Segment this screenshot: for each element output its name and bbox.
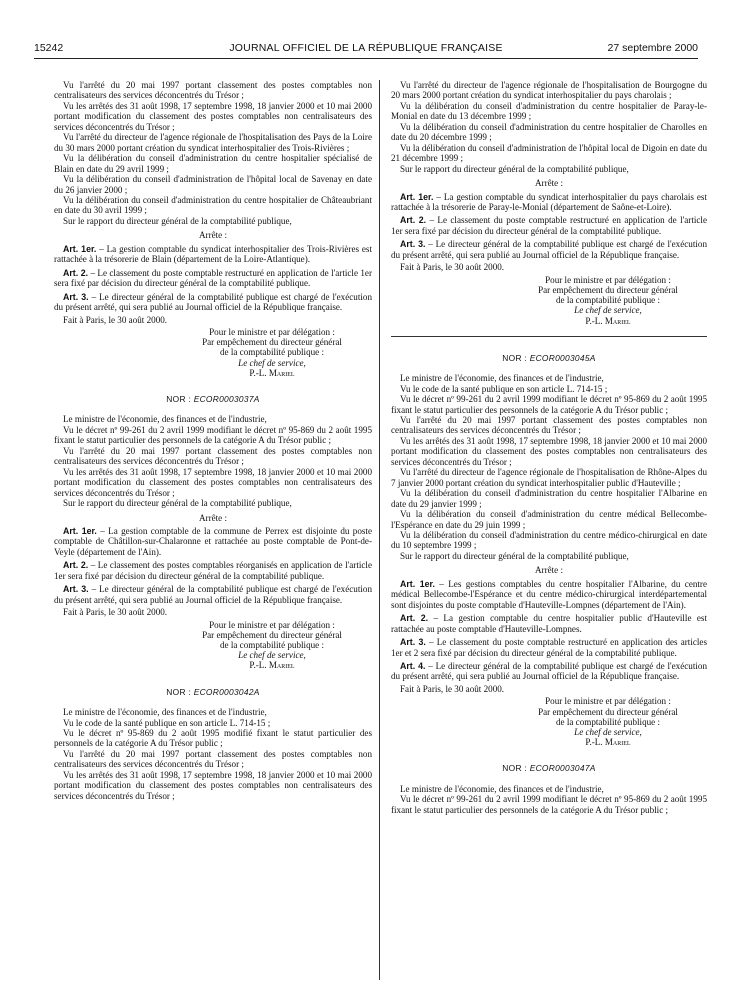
visa-paragraph: Sur le rapport du directeur général de la comptabilité publique, bbox=[63, 215, 292, 226]
article-paragraph bbox=[391, 613, 707, 634]
signature-line: Le chef de service, bbox=[238, 650, 306, 661]
signature-line: P.-L. Mariel bbox=[585, 315, 631, 326]
arrete-heading: Arrête : bbox=[534, 565, 564, 576]
nor-code: ECOR0003047A bbox=[529, 763, 596, 774]
right-column bbox=[391, 80, 707, 980]
visa-paragraph: Vu les arrêtés des 31 août 1998, 17 septembre 1998, 18 janvier 2000 et 10 mai 2000 portant modification du classement des postes comptables non centralisateurs des services déconcentrés du Trésor ; bbox=[54, 466, 372, 498]
article-paragraph bbox=[391, 192, 707, 213]
nor-code: ECOR0003045A bbox=[529, 352, 596, 363]
nor-prefix: NOR : bbox=[502, 352, 530, 363]
arrete-heading: Arrête : bbox=[198, 512, 228, 523]
arrete-heading: Arrête : bbox=[534, 178, 564, 189]
nor-reference bbox=[54, 394, 372, 404]
visa-paragraph: Vu le code de la santé publique en son article L. 714-15 ; bbox=[400, 383, 608, 394]
signature-line: de la comptabilité publique : bbox=[219, 640, 325, 650]
visa-paragraph: Vu les arrêtés des 31 août 1998, 17 septembre 1998, 18 janvier 2000 et 10 mai 2000 portant modification du classement des postes comptables non centralisateurs des services déconcentrés du Trésor ; bbox=[54, 769, 372, 801]
visa-paragraph: Vu la délibération du conseil d'administration de l'hôpital local de Savenay en date du 26 janvier 2000 ; bbox=[54, 174, 372, 195]
visa-paragraph: Vu la délibération du conseil d'administration du centre hospitalier l'Albarine en date du 29 janvier 1999 ; bbox=[391, 488, 707, 509]
visa-paragraph: Vu la délibération du conseil d'administration du centre hospitalier spécialisé de Blain en date du 29 avril 1999 ; bbox=[54, 153, 372, 174]
signing-place-date: Fait à Paris, le 30 août 2000. bbox=[63, 314, 168, 325]
left-column bbox=[54, 80, 372, 980]
article-paragraph bbox=[391, 239, 707, 260]
visa-paragraph: Vu le décret nº 95-869 du 2 août 1995 modifié fixant le statut particulier des personnels de la catégorie A du Trésor public ; bbox=[54, 727, 372, 749]
signature-block bbox=[391, 275, 707, 326]
nor-reference bbox=[391, 763, 707, 773]
article-label: Art. 1er. bbox=[63, 525, 97, 536]
decree-block bbox=[391, 80, 707, 326]
article-text: – La gestion comptable du syndicat interhospitalier du pays charolais est rattachée à la trésorerie de Paray-le-Monial (département de Saône-et-Loire). bbox=[391, 191, 707, 212]
visa-paragraph: Vu l'arrêté du 20 mai 1997 portant classement des postes comptables non centralisateurs des services déconcentrés du Trésor ; bbox=[54, 748, 372, 770]
visa-paragraph: Vu la délibération du conseil d'administration du centre hospitalier de Paray-le-Monial en date du 13 décembre 1999 ; bbox=[391, 100, 707, 122]
visa-paragraph: Vu la délibération du conseil d'administration du centre médico-chirurgical en date du 10 septembre 1999 ; bbox=[391, 529, 707, 551]
visa-paragraph: Vu la délibération du conseil d'administration du centre hospitalier de Châteaubriant en date du 30 avril 1999 ; bbox=[54, 194, 372, 216]
signature-line: Par empêchement du directeur général bbox=[202, 629, 342, 640]
article-text: – Le directeur général de la comptabilité publique est chargé de l'exécution du présent arrêté, qui sera publié au Journal officiel de la République française. bbox=[391, 239, 707, 260]
visa-paragraph: Vu la délibération du conseil d'administration du centre hospitalier de Charolles en date du 20 décembre 1999 ; bbox=[391, 121, 707, 143]
visa-paragraph: Vu les arrêtés des 31 août 1998, 17 septembre 1998, 18 janvier 2000 et 10 mai 2000 portant modification du classement des postes comptables non centralisateurs des services déconcentrés du Trésor ; bbox=[54, 100, 372, 132]
article-paragraph bbox=[54, 560, 372, 581]
nor-reference bbox=[391, 353, 707, 363]
article-text: – Le directeur général de la comptabilité publique est chargé de l'exécution du présent arrêté, qui sera publié au Journal officiel de la République française. bbox=[391, 660, 707, 682]
signature-line: Pour le ministre et par délégation : bbox=[209, 326, 335, 337]
article-label: Art. 3. bbox=[400, 637, 426, 648]
page-number: 15242 bbox=[34, 42, 64, 54]
article-paragraph bbox=[54, 584, 372, 605]
visa-paragraph: Vu l'arrêté du 20 mai 1997 portant classement des postes comptables non centralisateurs des services déconcentrés du Trésor ; bbox=[54, 445, 372, 467]
article-label: Art. 1er. bbox=[400, 578, 435, 589]
article-paragraph bbox=[391, 579, 707, 610]
article-label: Art. 2. bbox=[400, 613, 429, 624]
article-text: – Les gestions comptables du centre hospitalier l'Albarine, du centre médical Bellecombe-l'Espérance et du centre médico-chirurgical interdépartemental sont disjointes du poste comptable d'Hauteville-Lompnes (département de l'Ain). bbox=[391, 578, 707, 610]
article-label: Art. 1er. bbox=[400, 191, 434, 202]
article-label: Art. 3. bbox=[63, 291, 89, 302]
visa-paragraph: Sur le rapport du directeur général de la comptabilité publique, bbox=[63, 498, 292, 509]
article-text: – Le classement du poste comptable restructuré en application de l'article 1er sera fixé par décision du directeur général de la comptabilité publique. bbox=[391, 215, 707, 236]
article-text: – Le directeur général de la comptabilité publique est chargé de l'exécution du présent arrêté, qui sera publié au Journal officiel de la République française. bbox=[54, 584, 372, 605]
visa-paragraph: Sur le rapport du directeur général de la comptabilité publique, bbox=[400, 550, 629, 561]
article-text: – La gestion comptable de la commune de Perrex est disjointe du poste comptable de Châtillon-sur-Chalaronne et rattachée au poste comptable de Pont-de-Veyle (département de l'Ain). bbox=[54, 525, 372, 557]
signature-line: de la comptabilité publique : bbox=[555, 716, 661, 727]
article-label: Art. 2. bbox=[63, 267, 89, 278]
nor-prefix: NOR : bbox=[166, 393, 194, 404]
signature-line: P.-L. Mariel bbox=[249, 367, 295, 378]
article-label: Art. 2. bbox=[63, 560, 89, 571]
visa-paragraph: Vu le décret nº 99-261 du 2 avril 1999 modifiant le décret nº 95-869 du 2 août 1995 fixant le statut particulier des personnels de la catégorie A du Trésor public ; bbox=[391, 794, 707, 815]
article-paragraph bbox=[391, 637, 707, 658]
signature-block bbox=[54, 327, 372, 378]
signature-block bbox=[391, 696, 707, 747]
nor-prefix: NOR : bbox=[502, 763, 530, 774]
article-paragraph bbox=[54, 268, 372, 289]
signature-line: P.-L. Mariel bbox=[249, 660, 295, 671]
article-label: Art. 3. bbox=[63, 584, 89, 595]
signature-line: de la comptabilité publique : bbox=[219, 347, 325, 358]
signing-place-date: Fait à Paris, le 30 août 2000. bbox=[400, 683, 505, 694]
article-text: – Le classement du poste comptable restructuré en application de l'article 1er sera fixé par décision du directeur général de la comptabilité publique. bbox=[54, 267, 372, 289]
decree-block bbox=[391, 353, 707, 748]
section-separator bbox=[391, 336, 707, 337]
article-label: Art. 1er. bbox=[63, 243, 97, 254]
article-paragraph bbox=[54, 526, 372, 557]
visa-paragraph: Vu l'arrêté du directeur de l'agence régionale de l'hospitalisation des Pays de la Loire du 30 mars 2000 portant création du syndicat interhospitalier des Trois-Rivières ; bbox=[54, 132, 372, 153]
visa-paragraph: Le ministre de l'économie, des finances et de l'industrie, bbox=[63, 707, 267, 718]
article-label: Art. 2. bbox=[400, 215, 427, 226]
visa-paragraph: Sur le rapport du directeur général de la comptabilité publique, bbox=[400, 163, 629, 174]
visa-paragraph: Le ministre de l'économie, des finances et de l'industrie, bbox=[400, 783, 604, 794]
visa-paragraph: Vu le décret nº 99-261 du 2 avril 1999 modifiant le décret nº 95-869 du 2 août 1995 fixant le statut particulier des personnels de la catégorie A du Trésor public ; bbox=[391, 394, 707, 415]
signature-line: Pour le ministre et par délégation : bbox=[545, 696, 671, 707]
visa-paragraph: Vu l'arrêté du directeur de l'agence régionale de l'hospitalisation de Bourgogne du 20 mars 2000 portant création du syndicat interhospitalier du pays charolais ; bbox=[391, 80, 707, 101]
issue-date: 27 septembre 2000 bbox=[607, 42, 698, 54]
signature-line: Le chef de service, bbox=[574, 726, 642, 737]
nor-reference bbox=[54, 687, 372, 697]
article-paragraph bbox=[54, 292, 372, 313]
nor-code: ECOR0003042A bbox=[193, 686, 260, 697]
article-text: – La gestion comptable du centre hospitalier public d'Hauteville est rattachée au poste comptable d'Hauteville-Lompnes. bbox=[391, 613, 707, 634]
nor-code: ECOR0003037A bbox=[193, 393, 260, 404]
visa-paragraph: Vu l'arrêté du directeur de l'agence régionale de l'hospitalisation de Rhône-Alpes du 7 janvier 2000 portant création du syndicat interhospitalier public d'Hauteville ; bbox=[391, 467, 707, 488]
nor-prefix: NOR : bbox=[166, 686, 194, 697]
decree-block bbox=[54, 687, 372, 802]
visa-paragraph: Vu la délibération du conseil d'administration de l'hôpital local de Digoin en date du 21 décembre 1999 ; bbox=[391, 142, 707, 164]
visa-paragraph: Vu l'arrêté du 20 mai 1997 portant classement des postes comptables non centralisateurs des services déconcentrés du Trésor ; bbox=[54, 80, 372, 101]
decree-block bbox=[54, 394, 372, 671]
column-divider bbox=[379, 80, 380, 980]
signature-line: Pour le ministre et par délégation : bbox=[209, 619, 335, 630]
visa-paragraph: Vu le décret nº 99-261 du 2 avril 1999 modifiant le décret nº 95-869 du 2 août 1995 fixant le statut particulier des personnels de la catégorie A du Trésor public ; bbox=[54, 424, 372, 446]
signing-place-date: Fait à Paris, le 30 août 2000. bbox=[63, 607, 168, 618]
visa-paragraph: Le ministre de l'économie, des finances et de l'industrie, bbox=[400, 373, 604, 384]
visa-paragraph: Vu la délibération du conseil d'administration du centre médical Bellecombe-l'Espérance en date du 29 juin 1999 ; bbox=[391, 509, 707, 530]
page-header bbox=[34, 38, 698, 59]
article-paragraph bbox=[54, 244, 372, 265]
signature-line: de la comptabilité publique : bbox=[555, 295, 661, 306]
signature-line: Le chef de service, bbox=[574, 305, 642, 316]
article-text: – Le directeur général de la comptabilité publique est chargé de l'exécution du présent arrêté, qui sera publié au Journal officiel de la République française. bbox=[54, 291, 372, 313]
visa-paragraph: Vu le code de la santé publique en son article L. 714-15 ; bbox=[63, 717, 271, 728]
article-paragraph bbox=[391, 661, 707, 682]
decree-block bbox=[391, 763, 707, 815]
signature-line: P.-L. Mariel bbox=[585, 737, 631, 748]
article-text: – Le classement du poste comptable restructuré en application des articles 1er et 2 sera fixé par décision du directeur général de la comptabilité publique. bbox=[391, 637, 707, 658]
decree-block bbox=[54, 80, 372, 378]
article-label: Art. 4. bbox=[400, 660, 426, 671]
article-label: Art. 3. bbox=[400, 239, 426, 250]
signature-line: Par empêchement du directeur général bbox=[202, 337, 342, 348]
journal-title: JOURNAL OFFICIEL DE LA RÉPUBLIQUE FRANÇAISE bbox=[229, 42, 503, 54]
signature-line: Par empêchement du directeur général bbox=[538, 706, 678, 717]
signature-line: Par empêchement du directeur général bbox=[538, 284, 678, 295]
signing-place-date: Fait à Paris, le 30 août 2000. bbox=[400, 262, 505, 273]
visa-paragraph: Vu l'arrêté du 20 mai 1997 portant classement des postes comptables non centralisateurs des services déconcentrés du Trésor ; bbox=[391, 414, 707, 436]
visa-paragraph: Vu les arrêtés des 31 août 1998, 17 septembre 1998, 18 janvier 2000 et 10 mai 2000 portant modification du classement des postes comptables non centralisateurs des services déconcentrés du Trésor ; bbox=[391, 435, 707, 467]
article-paragraph bbox=[391, 215, 707, 236]
article-text: – La gestion comptable du syndicat interhospitalier des Trois-Rivières est rattachée à la trésorerie de Blain (département de la Loire-Atlantique). bbox=[54, 243, 372, 265]
arrete-heading: Arrête : bbox=[198, 230, 228, 241]
signature-line: Pour le ministre et par délégation : bbox=[545, 274, 671, 285]
signature-line: Le chef de service, bbox=[238, 357, 306, 368]
visa-paragraph: Le ministre de l'économie, des finances et de l'industrie, bbox=[63, 414, 267, 425]
article-text: – Le classement des postes comptables réorganisés en application de l'article 1er sera fixé par décision du directeur général de la comptabilité publique. bbox=[54, 560, 372, 581]
signature-block bbox=[54, 620, 372, 671]
